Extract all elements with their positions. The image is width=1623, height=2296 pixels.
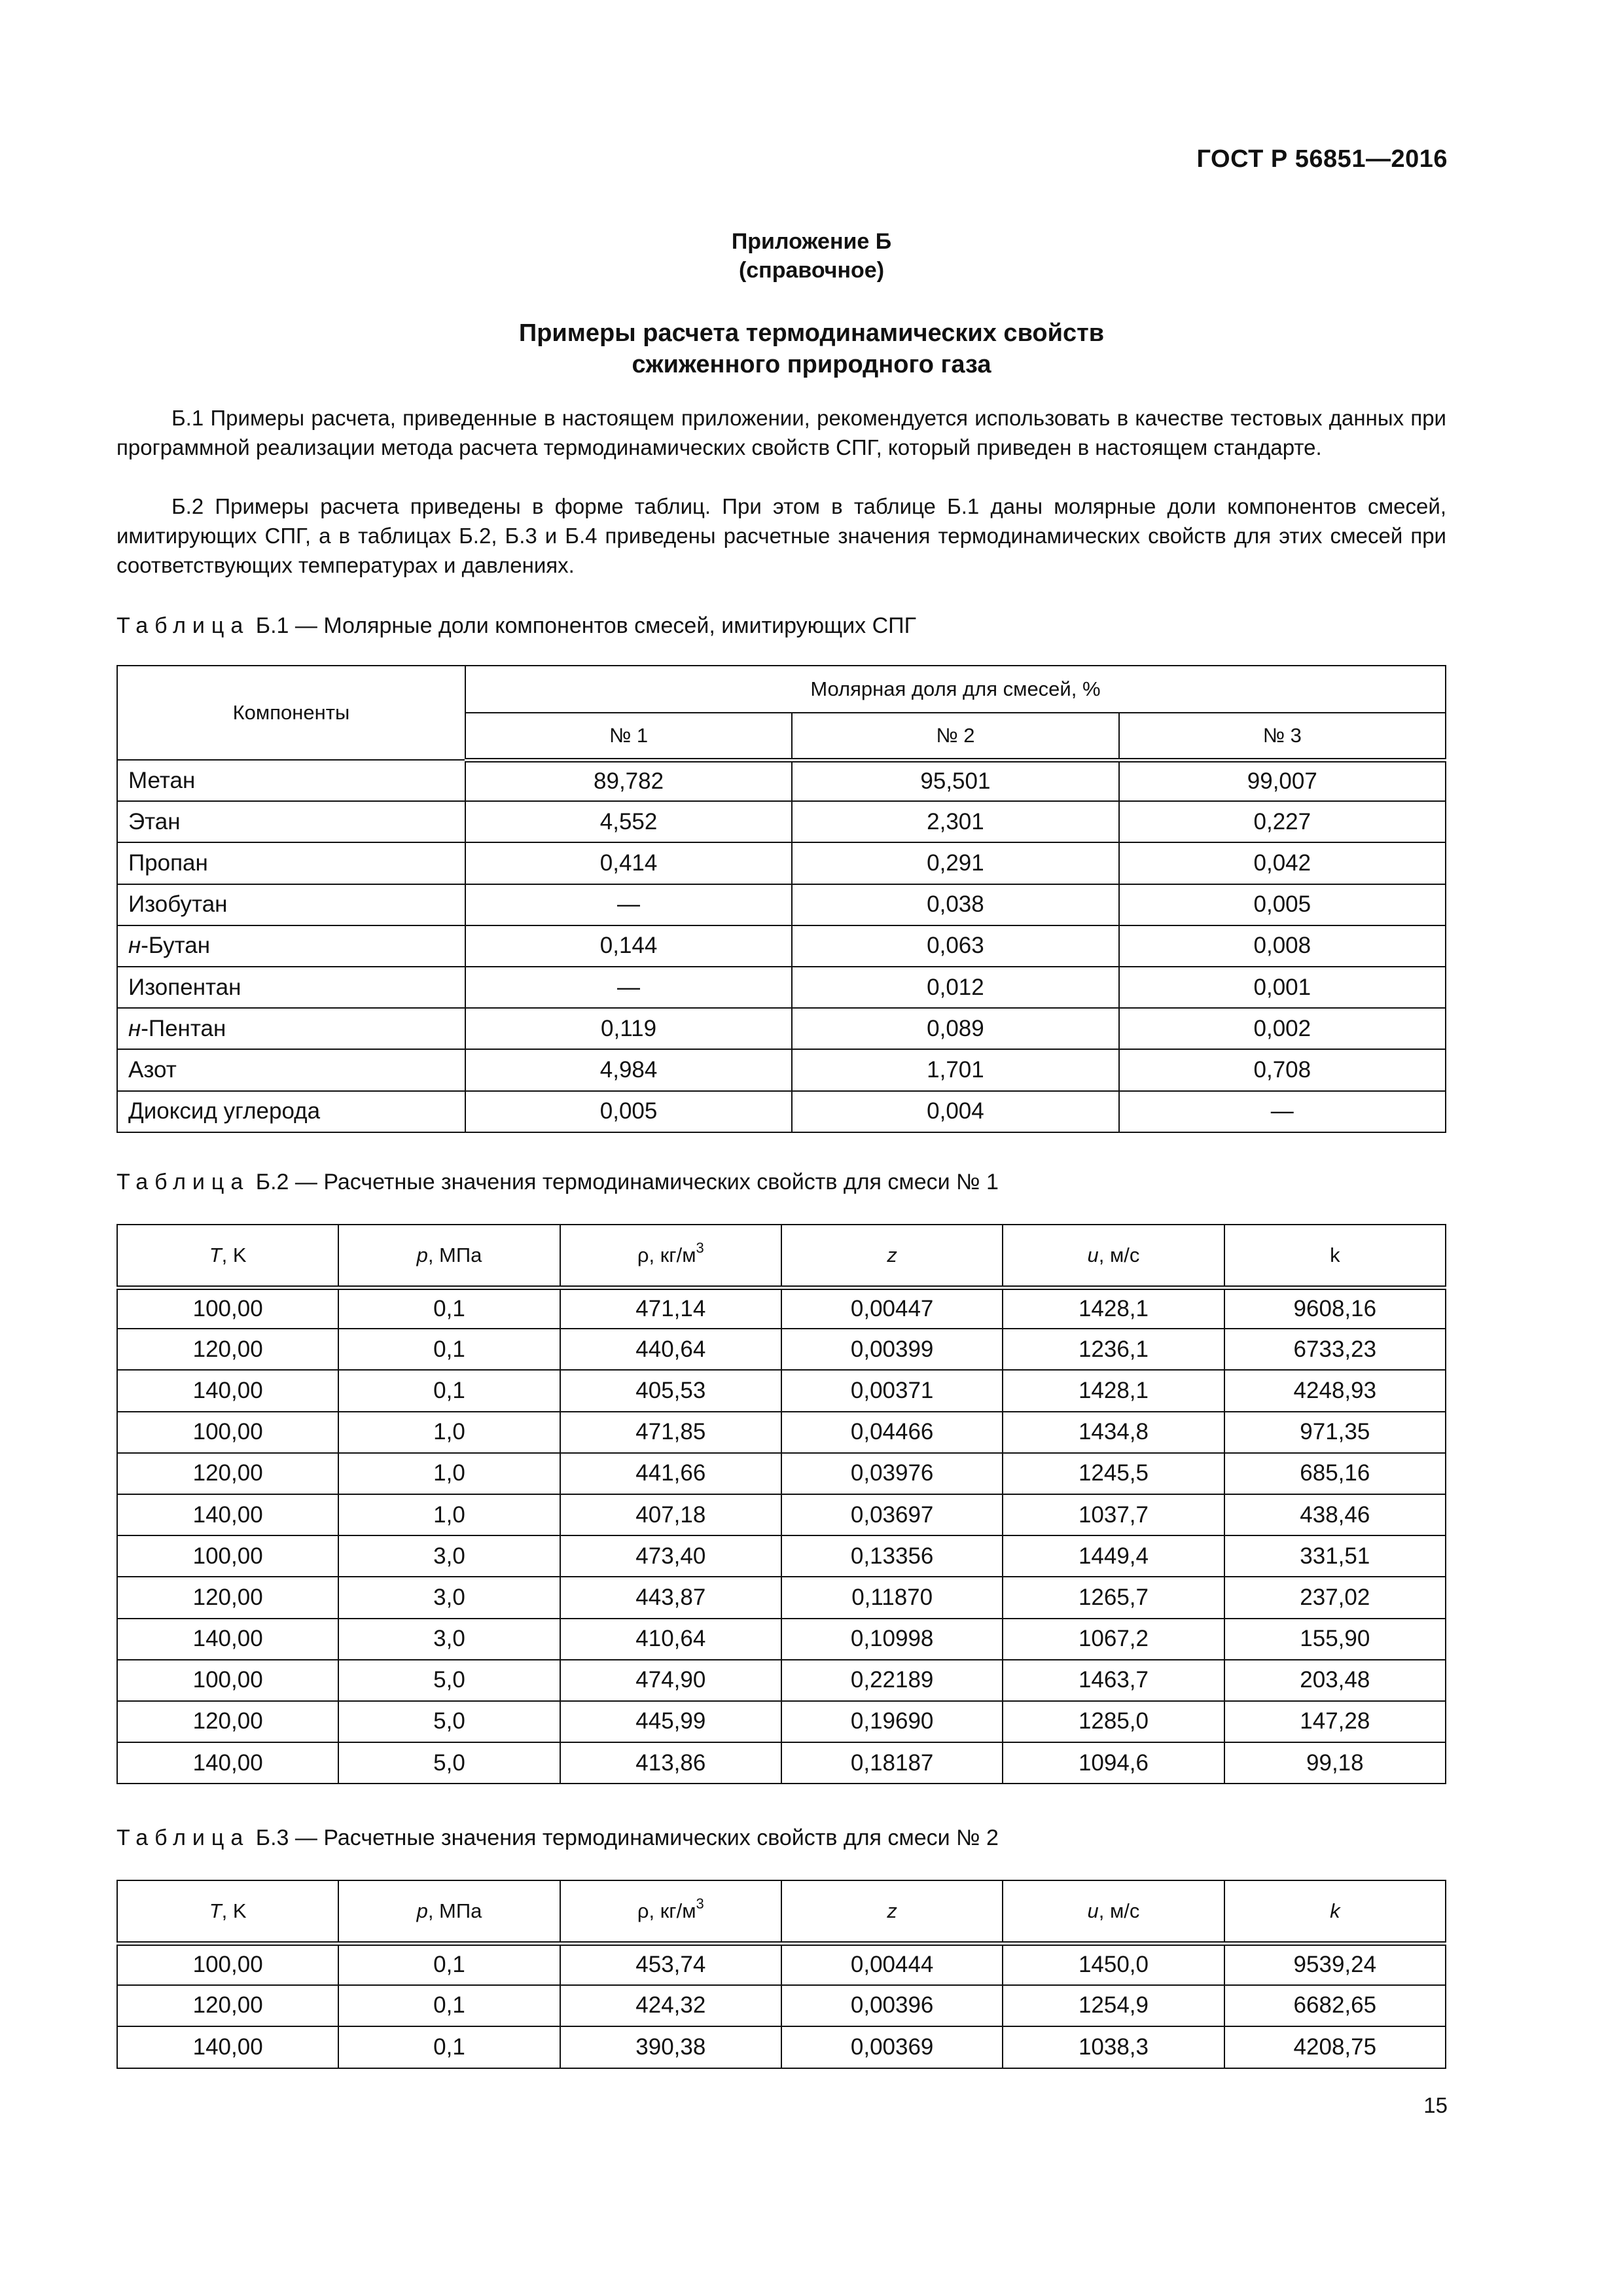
table-number: Б.2 xyxy=(255,1170,289,1194)
header-temperature: T, K xyxy=(117,1880,338,1943)
table-row xyxy=(117,967,1446,1008)
sound-speed-cell: 1037,7 xyxy=(1003,1494,1224,1535)
compressibility-cell: 0,00396 xyxy=(781,1985,1003,2027)
pressure-cell: 5,0 xyxy=(338,1742,560,1784)
table-caption-text: — Расчетные значения термодинамических свойств для смеси № 2 xyxy=(294,1825,999,1850)
table-row xyxy=(117,1535,1446,1577)
header-compressibility: z xyxy=(781,1880,1003,1943)
pressure-cell: 1,0 xyxy=(338,1453,560,1494)
k-cell: 237,02 xyxy=(1224,1577,1446,1618)
pressure-cell: 0,1 xyxy=(338,1287,560,1329)
sound-speed-cell: 1449,4 xyxy=(1003,1535,1224,1577)
compressibility-cell: 0,00371 xyxy=(781,1370,1003,1411)
table-b3-caption xyxy=(116,1823,999,1852)
density-cell: 474,90 xyxy=(560,1660,781,1701)
mix-2-value: 0,063 xyxy=(792,925,1118,967)
k-cell: 4248,93 xyxy=(1224,1370,1446,1411)
sound-speed-cell: 1450,0 xyxy=(1003,1943,1224,1985)
annex-heading xyxy=(0,227,1623,285)
component-name: Изопентан xyxy=(117,967,465,1008)
pressure-cell: 5,0 xyxy=(338,1660,560,1701)
density-cell: 413,86 xyxy=(560,1742,781,1784)
mix-1-value: 89,782 xyxy=(465,760,792,801)
mix-2-value: 1,701 xyxy=(792,1049,1118,1090)
annex-title: Приложение Б xyxy=(731,229,892,254)
table-row xyxy=(117,1742,1446,1784)
pressure-cell: 3,0 xyxy=(338,1577,560,1618)
component-name: Диоксид углерода xyxy=(117,1091,465,1132)
component-name: Метан xyxy=(117,760,465,801)
compressibility-cell: 0,03976 xyxy=(781,1453,1003,1494)
pressure-cell: 0,1 xyxy=(338,2026,560,2068)
k-cell: 203,48 xyxy=(1224,1660,1446,1701)
table-b1-caption xyxy=(116,611,916,640)
table-row xyxy=(117,801,1446,842)
component-name: н-Бутан xyxy=(117,925,465,967)
header-compressibility: z xyxy=(781,1225,1003,1287)
k-cell: 438,46 xyxy=(1224,1494,1446,1535)
page-number: 15 xyxy=(1423,2093,1448,2117)
sound-speed-cell: 1254,9 xyxy=(1003,1985,1224,2027)
table-word: Таблица xyxy=(116,1170,250,1194)
table-row xyxy=(117,1370,1446,1411)
density-cell: 390,38 xyxy=(560,2026,781,2068)
compressibility-cell: 0,00369 xyxy=(781,2026,1003,2068)
table-word: Таблица xyxy=(116,1825,250,1850)
pressure-cell: 1,0 xyxy=(338,1412,560,1453)
compressibility-cell: 0,04466 xyxy=(781,1412,1003,1453)
temperature-cell: 100,00 xyxy=(117,1412,338,1453)
table-row xyxy=(117,1943,1446,1985)
temperature-cell: 120,00 xyxy=(117,1453,338,1494)
mix-3-value: 0,005 xyxy=(1119,884,1446,925)
table-row xyxy=(117,925,1446,967)
mix-1-value: 0,144 xyxy=(465,925,792,967)
main-title-line1: Примеры расчета термодинамических свойств xyxy=(518,319,1105,347)
header-molar-fraction: Молярная доля для смесей, % xyxy=(465,666,1446,713)
table-row xyxy=(117,842,1446,884)
pressure-cell: 0,1 xyxy=(338,1329,560,1370)
mix-3-value: 0,042 xyxy=(1119,842,1446,884)
table-b2 xyxy=(116,1224,1446,1784)
table-row xyxy=(117,2026,1446,2068)
temperature-cell: 120,00 xyxy=(117,1577,338,1618)
temperature-cell: 140,00 xyxy=(117,1370,338,1411)
header-k: k xyxy=(1224,1880,1446,1943)
header-temperature: T, K xyxy=(117,1225,338,1287)
table-number: Б.3 xyxy=(255,1825,289,1850)
temperature-cell: 100,00 xyxy=(117,1287,338,1329)
header-components: Компоненты xyxy=(117,666,465,760)
paragraph-b1 xyxy=(116,403,1446,462)
temperature-cell: 100,00 xyxy=(117,1943,338,1985)
standard-code: ГОСТ Р 56851—2016 xyxy=(1196,145,1448,173)
table-row xyxy=(117,1985,1446,2027)
table-row xyxy=(117,1329,1446,1370)
compressibility-cell: 0,00444 xyxy=(781,1943,1003,1985)
sound-speed-cell: 1245,5 xyxy=(1003,1453,1224,1494)
pressure-cell: 5,0 xyxy=(338,1701,560,1742)
mix-1-value: 0,414 xyxy=(465,842,792,884)
table-row xyxy=(117,1619,1446,1660)
table-row xyxy=(117,1287,1446,1329)
table-caption-text: — Молярные доли компонентов смесей, имитирующих СПГ xyxy=(294,613,916,638)
pressure-cell: 0,1 xyxy=(338,1985,560,2027)
table-row xyxy=(117,884,1446,925)
header-k: k xyxy=(1224,1225,1446,1287)
density-cell: 441,66 xyxy=(560,1453,781,1494)
compressibility-cell: 0,00447 xyxy=(781,1287,1003,1329)
density-cell: 471,85 xyxy=(560,1412,781,1453)
k-cell: 99,18 xyxy=(1224,1742,1446,1784)
component-name: Азот xyxy=(117,1049,465,1090)
density-cell: 473,40 xyxy=(560,1535,781,1577)
header-mix-2: № 2 xyxy=(792,713,1118,760)
temperature-cell: 120,00 xyxy=(117,1985,338,2027)
table-row xyxy=(117,1412,1446,1453)
mix-3-value: 0,708 xyxy=(1119,1049,1446,1090)
table-row xyxy=(117,1494,1446,1535)
table-b2-caption xyxy=(116,1168,999,1196)
k-cell: 971,35 xyxy=(1224,1412,1446,1453)
table-row xyxy=(117,1660,1446,1701)
component-name: Этан xyxy=(117,801,465,842)
density-cell: 445,99 xyxy=(560,1701,781,1742)
mix-2-value: 0,038 xyxy=(792,884,1118,925)
table-b1 xyxy=(116,665,1446,1133)
compressibility-cell: 0,13356 xyxy=(781,1535,1003,1577)
main-title-line2: сжиженного природного газа xyxy=(632,351,991,378)
paragraph-b1-text: Б.1 Примеры расчета, приведенные в настоящем приложении, рекомендуется использовать в качестве тестовых данных при программной реализации метода расчета термодинамических свойств СПГ, который приведен в настоящем стандарте. xyxy=(116,406,1446,459)
mix-3-value: 0,001 xyxy=(1119,967,1446,1008)
mix-2-value: 0,004 xyxy=(792,1091,1118,1132)
temperature-cell: 100,00 xyxy=(117,1660,338,1701)
sound-speed-cell: 1094,6 xyxy=(1003,1742,1224,1784)
k-cell: 6733,23 xyxy=(1224,1329,1446,1370)
pressure-cell: 3,0 xyxy=(338,1619,560,1660)
density-cell: 443,87 xyxy=(560,1577,781,1618)
density-cell: 453,74 xyxy=(560,1943,781,1985)
annex-type: (справочное) xyxy=(738,258,885,283)
sound-speed-cell: 1428,1 xyxy=(1003,1370,1224,1411)
mix-3-value: 0,008 xyxy=(1119,925,1446,967)
k-cell: 155,90 xyxy=(1224,1619,1446,1660)
compressibility-cell: 0,00399 xyxy=(781,1329,1003,1370)
compressibility-cell: 0,10998 xyxy=(781,1619,1003,1660)
header-sound-speed: u, м/с xyxy=(1003,1880,1224,1943)
pressure-cell: 3,0 xyxy=(338,1535,560,1577)
compressibility-cell: 0,22189 xyxy=(781,1660,1003,1701)
temperature-cell: 100,00 xyxy=(117,1535,338,1577)
component-name: Изобутан xyxy=(117,884,465,925)
density-cell: 405,53 xyxy=(560,1370,781,1411)
compressibility-cell: 0,19690 xyxy=(781,1701,1003,1742)
mix-1-value: 0,119 xyxy=(465,1008,792,1049)
density-cell: 440,64 xyxy=(560,1329,781,1370)
header-density: ρ, $кг/м^3$ xyxy=(560,1225,781,1287)
mix-1-value: 4,552 xyxy=(465,801,792,842)
component-name: н-Пентан xyxy=(117,1008,465,1049)
mix-1-value: — xyxy=(465,967,792,1008)
k-cell: 331,51 xyxy=(1224,1535,1446,1577)
compressibility-cell: 0,03697 xyxy=(781,1494,1003,1535)
k-cell: 685,16 xyxy=(1224,1453,1446,1494)
sound-speed-cell: 1038,3 xyxy=(1003,2026,1224,2068)
header-density: ρ, $кг/м^3$ xyxy=(560,1880,781,1943)
table-word: Таблица xyxy=(116,613,250,638)
header-mix-1: № 1 xyxy=(465,713,792,760)
k-cell: 9539,24 xyxy=(1224,1943,1446,1985)
sound-speed-cell: 1236,1 xyxy=(1003,1329,1224,1370)
k-cell: 6682,65 xyxy=(1224,1985,1446,2027)
header-pressure: p, МПа xyxy=(338,1880,560,1943)
pressure-cell: 0,1 xyxy=(338,1943,560,1985)
mix-3-value: 99,007 xyxy=(1119,760,1446,801)
mix-1-value: 0,005 xyxy=(465,1091,792,1132)
temperature-cell: 140,00 xyxy=(117,1494,338,1535)
table-row xyxy=(117,1453,1446,1494)
compressibility-cell: 0,18187 xyxy=(781,1742,1003,1784)
table-row xyxy=(117,1091,1446,1132)
pressure-cell: 0,1 xyxy=(338,1370,560,1411)
paragraph-b2 xyxy=(116,492,1446,580)
temperature-cell: 120,00 xyxy=(117,1701,338,1742)
density-cell: 407,18 xyxy=(560,1494,781,1535)
table-row xyxy=(117,1701,1446,1742)
sound-speed-cell: 1265,7 xyxy=(1003,1577,1224,1618)
mix-3-value: — xyxy=(1119,1091,1446,1132)
table-caption-text: — Расчетные значения термодинамических свойств для смеси № 1 xyxy=(294,1170,999,1194)
sound-speed-cell: 1067,2 xyxy=(1003,1619,1224,1660)
mix-2-value: 0,291 xyxy=(792,842,1118,884)
table-row xyxy=(117,1577,1446,1618)
header-pressure: p, МПа xyxy=(338,1225,560,1287)
mix-3-value: 0,002 xyxy=(1119,1008,1446,1049)
table-row xyxy=(117,1008,1446,1049)
header-mix-3: № 3 xyxy=(1119,713,1446,760)
mix-2-value: 2,301 xyxy=(792,801,1118,842)
header-sound-speed: u, м/с xyxy=(1003,1225,1224,1287)
mix-2-value: 0,012 xyxy=(792,967,1118,1008)
sound-speed-cell: 1428,1 xyxy=(1003,1287,1224,1329)
sound-speed-cell: 1463,7 xyxy=(1003,1660,1224,1701)
sound-speed-cell: 1434,8 xyxy=(1003,1412,1224,1453)
table-b3 xyxy=(116,1880,1446,2069)
k-cell: 4208,75 xyxy=(1224,2026,1446,2068)
table-row xyxy=(117,1049,1446,1090)
paragraph-b2-text: Б.2 Примеры расчета приведены в форме таблиц. При этом в таблице Б.1 даны молярные доли компонентов смесей, имитирующих СПГ, а в таблицах Б.2, Б.3 и Б.4 приведены расчетные значения термодинамических свойств для этих смесей при соответствующих температурах и давлениях. xyxy=(116,494,1446,577)
density-cell: 424,32 xyxy=(560,1985,781,2027)
k-cell: 9608,16 xyxy=(1224,1287,1446,1329)
mix-3-value: 0,227 xyxy=(1119,801,1446,842)
mix-2-value: 95,501 xyxy=(792,760,1118,801)
mix-2-value: 0,089 xyxy=(792,1008,1118,1049)
mix-1-value: 4,984 xyxy=(465,1049,792,1090)
compressibility-cell: 0,11870 xyxy=(781,1577,1003,1618)
temperature-cell: 140,00 xyxy=(117,2026,338,2068)
main-title xyxy=(0,317,1623,380)
temperature-cell: 140,00 xyxy=(117,1742,338,1784)
table-row xyxy=(117,760,1446,801)
density-cell: 410,64 xyxy=(560,1619,781,1660)
table-number: Б.1 xyxy=(255,613,289,638)
density-cell: 471,14 xyxy=(560,1287,781,1329)
temperature-cell: 140,00 xyxy=(117,1619,338,1660)
temperature-cell: 120,00 xyxy=(117,1329,338,1370)
component-name: Пропан xyxy=(117,842,465,884)
k-cell: 147,28 xyxy=(1224,1701,1446,1742)
sound-speed-cell: 1285,0 xyxy=(1003,1701,1224,1742)
mix-1-value: — xyxy=(465,884,792,925)
pressure-cell: 1,0 xyxy=(338,1494,560,1535)
